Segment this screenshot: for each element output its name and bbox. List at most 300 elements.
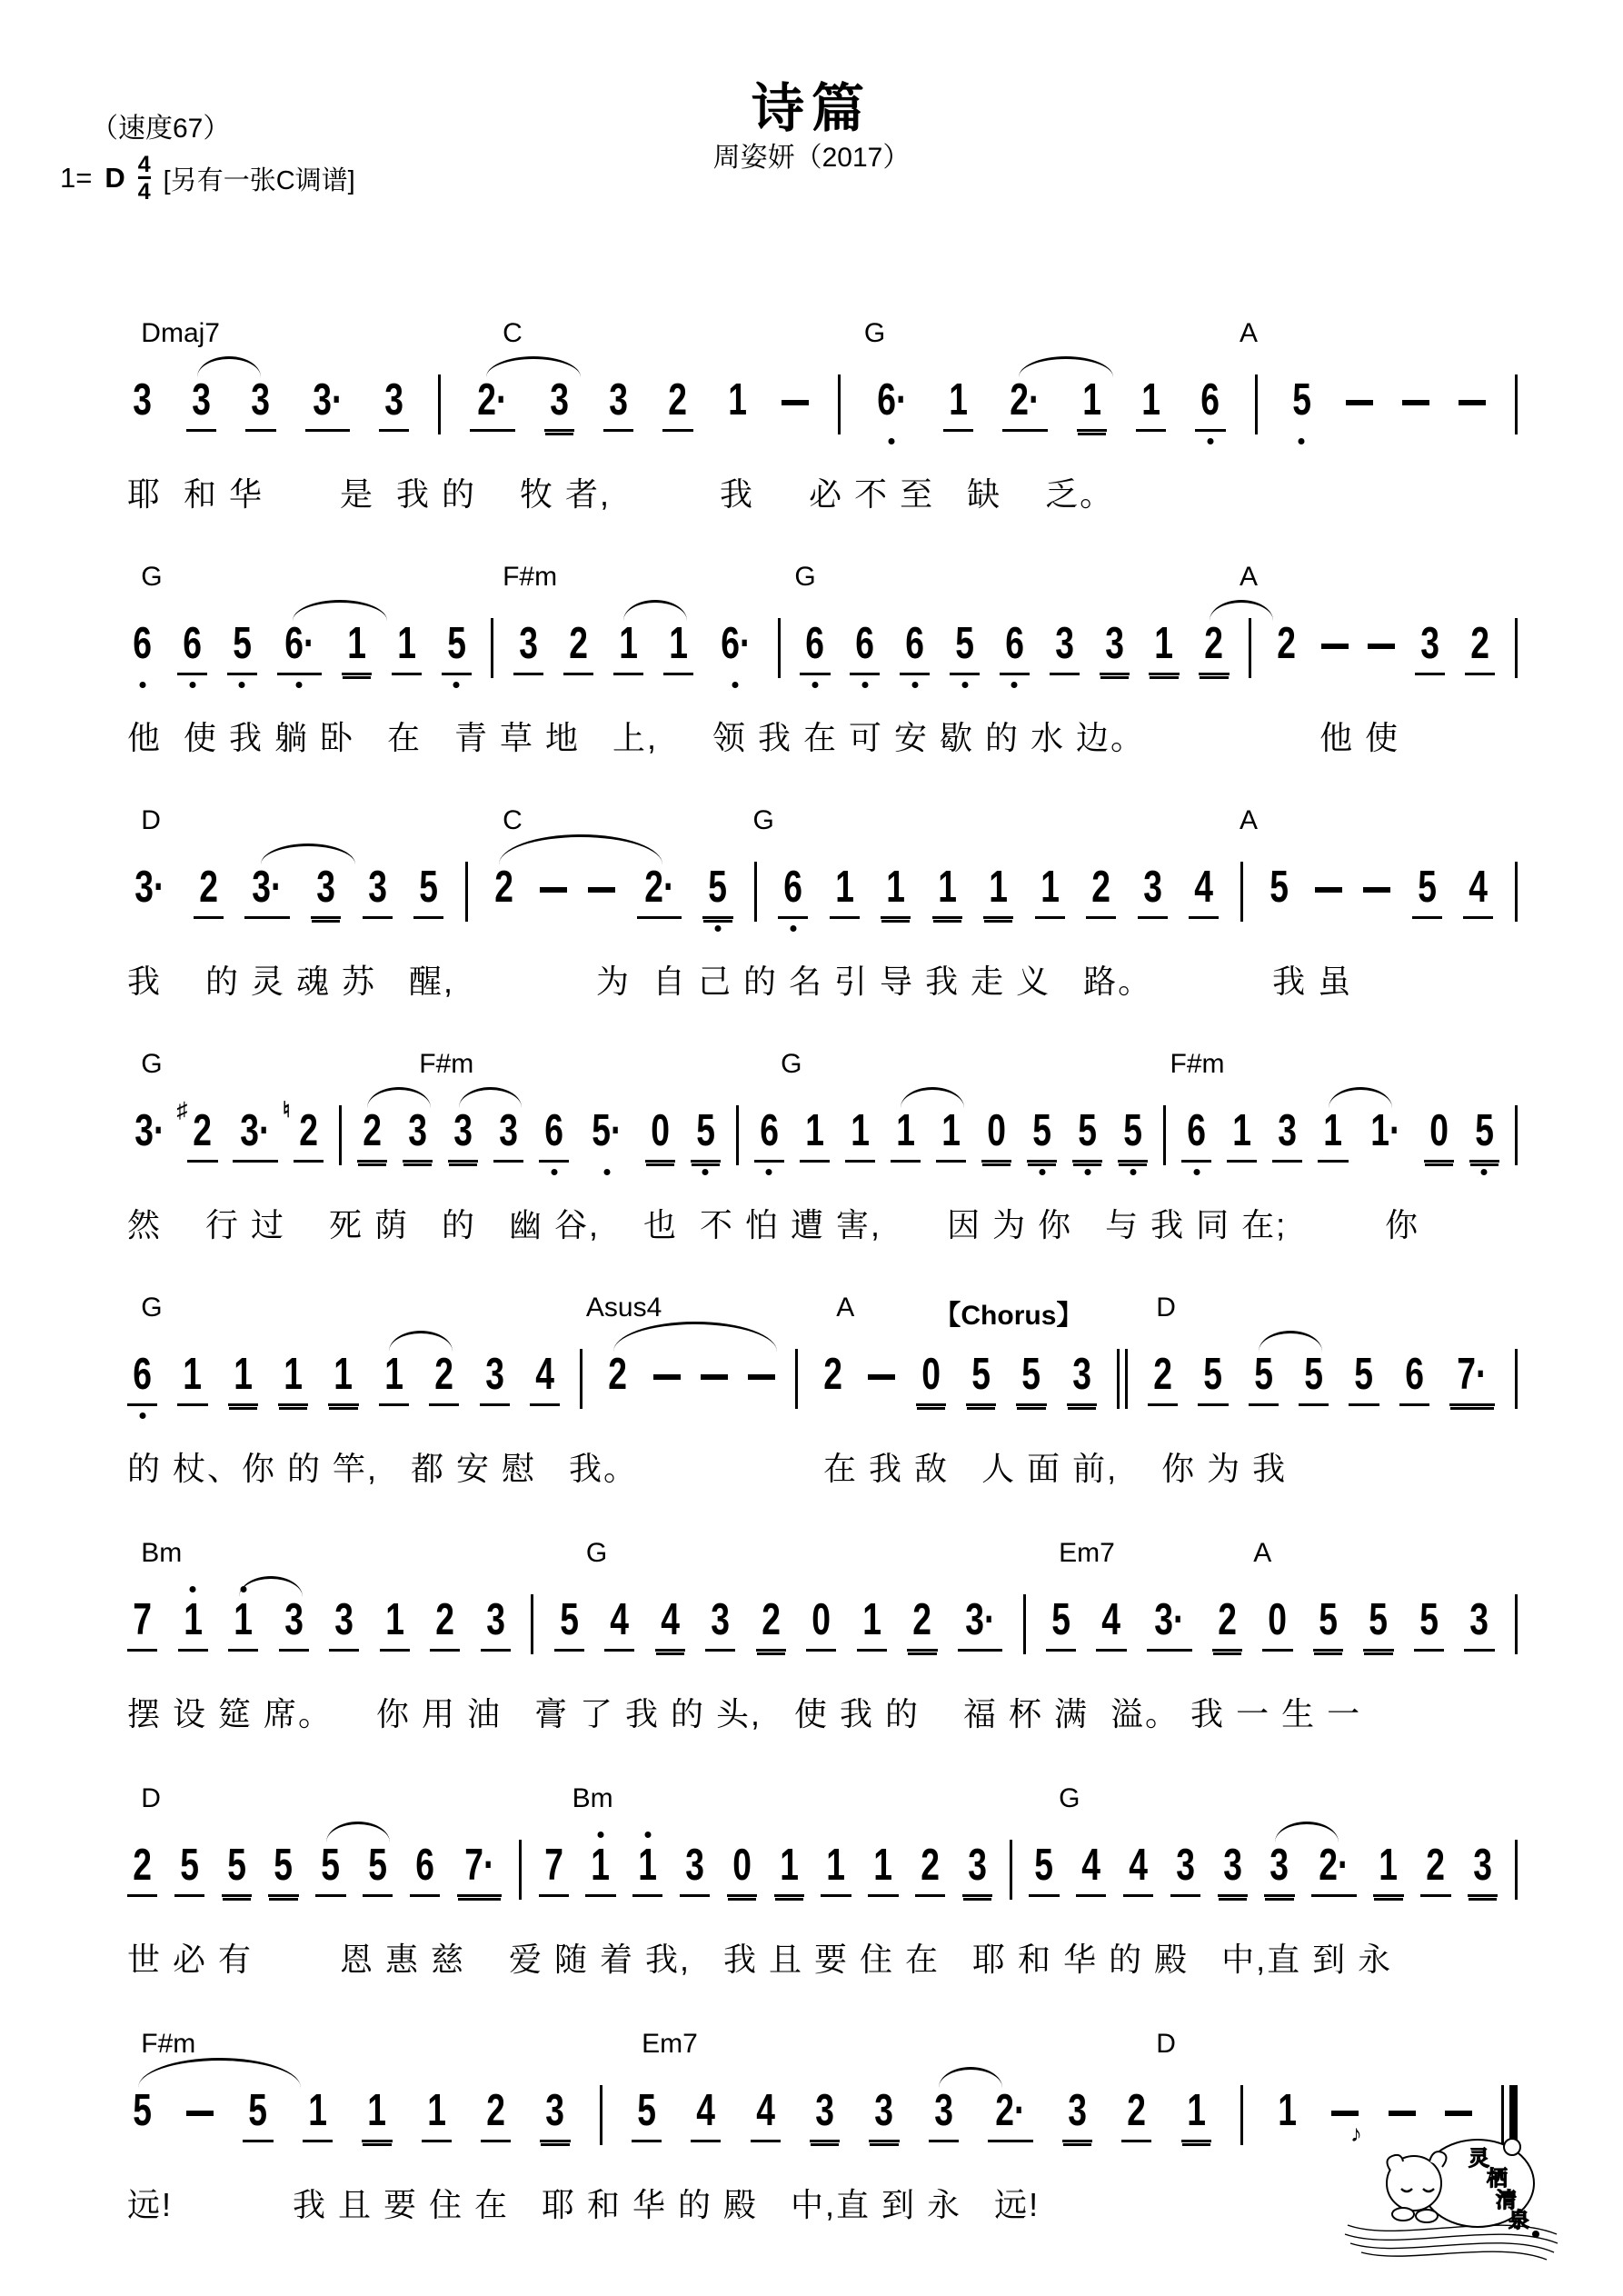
note-number: 4 [660, 1595, 680, 1644]
chord-label: D [1156, 2029, 1176, 2059]
chord-label: G [585, 1538, 608, 1568]
note-number: 7 [133, 1595, 152, 1644]
accidental: ♯ [176, 1098, 188, 1123]
note-number: 7 [543, 1841, 563, 1890]
note-token [1468, 1843, 1498, 1897]
chord-row [127, 1293, 1518, 1333]
note-number: 3 [874, 2086, 894, 2135]
note-token [127, 1843, 157, 1897]
note-token [194, 865, 224, 919]
note-number: 3· [134, 1106, 165, 1155]
chord-row [127, 1538, 1518, 1578]
note-token [962, 1843, 992, 1897]
note-token [754, 1106, 784, 1163]
note-number: 1 [834, 863, 854, 912]
note-token [637, 865, 682, 919]
chord-label: F#m [141, 2029, 196, 2059]
time-signature-numerator: 4 [137, 152, 151, 177]
music-system [127, 1293, 1518, 1520]
note-number: 5 [419, 863, 439, 912]
note-token [1027, 1106, 1057, 1163]
note-token [680, 1843, 710, 1897]
note-number: 2· [643, 863, 675, 912]
note-token [1199, 619, 1229, 675]
lyrics-line: 的 杖、你 的 竿, 都 安 慰 我。 在 我 敌 人 面 前, 你 为 我 [127, 1450, 1288, 1487]
note-token [806, 1595, 836, 1652]
note-number: 3 [1071, 1350, 1091, 1399]
chord-label: Dmaj7 [141, 318, 220, 348]
note-token [1227, 1106, 1257, 1163]
octave-dot-low [732, 682, 739, 688]
note-number: 6 [783, 863, 803, 912]
note-token [981, 1106, 1011, 1163]
note-token [177, 1350, 207, 1406]
note-number: 1 [937, 863, 957, 912]
dash-note [1389, 2111, 1416, 2116]
note-token [966, 1350, 996, 1406]
note-token [392, 619, 422, 675]
note-number: 4 [755, 2086, 775, 2135]
note-token [329, 1595, 359, 1652]
dash-note [1402, 400, 1429, 405]
barline [1163, 1105, 1166, 1165]
note-token [1318, 1106, 1348, 1163]
dash-note [1459, 400, 1486, 405]
note-token [539, 1106, 569, 1163]
logo-char: 栖 [1487, 2166, 1508, 2190]
note-number: 2 [1091, 863, 1111, 912]
chord-row [127, 318, 1518, 358]
note-token [1424, 1106, 1454, 1163]
music-system [127, 1049, 1518, 1276]
note-number: 1 [1232, 1106, 1252, 1155]
note-number: 6· [876, 375, 908, 424]
note-number: 1 [334, 1350, 353, 1399]
note-token [127, 619, 157, 673]
note-number: 5 [559, 1595, 579, 1644]
note-token [818, 1350, 848, 1403]
note-number: 1 [668, 619, 688, 668]
note-token [489, 865, 519, 916]
note-token [663, 619, 693, 675]
notation-line [127, 1098, 1518, 1185]
note-number: 3 [408, 1106, 427, 1155]
note-token [900, 619, 930, 675]
note-number: 4 [696, 2086, 716, 2135]
dash-note [1331, 2111, 1359, 2116]
note-token [513, 619, 543, 675]
note-number: 2 [299, 1106, 318, 1155]
chord-label: Asus4 [585, 1293, 662, 1323]
note-number: 6 [1187, 1106, 1207, 1155]
tie-slur-arc [623, 600, 687, 621]
note-token [493, 1106, 523, 1163]
note-token [539, 1843, 569, 1897]
note-number: 2 [1127, 2086, 1147, 2135]
note-token [778, 865, 808, 919]
octave-dot-low [1299, 438, 1305, 444]
note-token [1067, 1350, 1097, 1406]
note-token [857, 1595, 887, 1652]
note-number: 0 [812, 1595, 831, 1644]
note-number: 5 [133, 2086, 152, 2135]
note-token [1138, 865, 1168, 919]
note-token [1100, 619, 1130, 675]
note-token [1086, 865, 1116, 919]
dash-note [653, 1374, 681, 1380]
octave-dot-low [239, 682, 245, 688]
note-token [774, 1843, 804, 1897]
note-token [722, 375, 752, 429]
note-number: 5 [1291, 375, 1311, 424]
octave-dot-low [189, 682, 195, 688]
note-token [950, 619, 980, 675]
note-number: 1 [886, 863, 906, 912]
note-number: 3 [1176, 1841, 1195, 1890]
note-number: 5 [1417, 863, 1437, 912]
note-number: 3 [1222, 1841, 1242, 1890]
note-number: 2 [921, 1841, 941, 1890]
note-token [603, 375, 633, 432]
note-token [1262, 1595, 1292, 1652]
note-number: 1 [308, 2086, 327, 2135]
music-system [127, 805, 1518, 1033]
chord-row [127, 1049, 1518, 1089]
notation-line [127, 619, 1518, 698]
notation-line [127, 2086, 1518, 2165]
chord-label: G [141, 562, 163, 592]
tie-slur-arc [1329, 1087, 1392, 1108]
note-token [379, 375, 409, 432]
note-number: 1 [989, 863, 1009, 912]
note-number: 5 [1354, 1350, 1374, 1399]
note-token [1147, 1595, 1192, 1652]
note-token [1420, 1843, 1450, 1897]
note-token [222, 1843, 252, 1897]
note-token [1313, 1595, 1343, 1652]
note-token [245, 375, 275, 432]
octave-dot-low [889, 438, 895, 444]
note-token [1299, 1350, 1329, 1406]
note-token [379, 1350, 409, 1406]
note-number: 5 [1203, 1350, 1223, 1399]
note-number: 1 [234, 1595, 254, 1644]
note-token [1218, 1843, 1248, 1897]
lyrics-line: 远! 我 且 要 住 在 耶 和 华 的 殿 中,直 到 永 远! [127, 2186, 1041, 2223]
notation-line [127, 375, 1518, 454]
note-token [1035, 865, 1065, 919]
note-number: 1 [896, 1106, 915, 1155]
note-number: 0 [1268, 1595, 1288, 1644]
lyrics-line: 世 必 有 恩 惠 慈 爱 随 着 我, 我 且 要 住 在 耶 和 华 的 殿 中,直 到 永 [127, 1941, 1393, 1978]
barline [1515, 1105, 1518, 1165]
chord-label: G [863, 318, 886, 348]
note-token [357, 1106, 387, 1163]
note-token [604, 1595, 634, 1652]
note-token [830, 865, 860, 919]
note-number: 5 [1369, 1595, 1389, 1644]
note-token [1465, 619, 1495, 675]
note-token [1181, 1106, 1211, 1163]
note-token [1046, 1595, 1076, 1652]
note-token [328, 1350, 358, 1406]
note-token [662, 375, 692, 432]
note-token [1249, 1350, 1279, 1406]
note-token [1096, 1595, 1126, 1652]
chord-label: D [1156, 1293, 1176, 1323]
tie-slur-arc [326, 1822, 390, 1842]
octave-dot-low [453, 682, 460, 688]
note-number: 1 [284, 1350, 304, 1399]
note-token [410, 1843, 440, 1897]
chord-label: G [1059, 1783, 1080, 1813]
note-token [691, 2086, 721, 2142]
octave-dot-low [139, 1413, 145, 1419]
tie-slur-arc [459, 1087, 523, 1108]
note-token [1148, 1350, 1178, 1406]
octave-dot-high [190, 1586, 196, 1592]
lyrics-line: 摆 设 筵 席。 你 用 油 膏 了 我 的 头, 使 我 的 福 杯 满 溢。 我 一 生 一 [127, 1695, 1362, 1732]
chord-label: A [1240, 805, 1259, 835]
chord-label: G [141, 1049, 163, 1079]
note-token [470, 375, 515, 432]
note-token [632, 1843, 662, 1897]
chord-label: G [752, 805, 774, 835]
barline [795, 1349, 798, 1409]
note-number: 1 [873, 1841, 893, 1890]
note-token [544, 375, 574, 432]
octave-dot-low [1130, 1169, 1136, 1175]
note-number: 2 [761, 1595, 781, 1644]
double-barline [1117, 1349, 1128, 1409]
note-number: 5 [1419, 1595, 1439, 1644]
note-number: 2 [1470, 619, 1489, 668]
note-token [227, 619, 257, 675]
chord-label: F#m [1170, 1049, 1225, 1079]
note-token [943, 375, 973, 432]
lyrics-line: 耶 和 华 是 我 的 牧 者, 我 必 不 至 缺 乏。 [127, 475, 1115, 513]
note-token [176, 1098, 217, 1163]
note-number: 7· [1457, 1350, 1488, 1399]
barline [600, 2085, 602, 2145]
note-number: 3· [134, 863, 165, 912]
note-number: 3 [1278, 1106, 1298, 1155]
note-token [1149, 619, 1179, 675]
note-number: 3 [933, 2086, 953, 2135]
note-token [228, 1595, 258, 1652]
note-token [870, 375, 915, 429]
note-number: 1 [638, 1841, 658, 1890]
note-number: 5 [971, 1350, 991, 1399]
tie-slur-arc [486, 356, 581, 377]
note-token [891, 1106, 921, 1163]
octave-dot-low [1481, 1169, 1488, 1175]
octave-dot-low [139, 682, 145, 688]
note-token [1181, 2086, 1211, 2142]
note-number: 0 [650, 1106, 670, 1155]
note-token [268, 1843, 298, 1897]
octave-dot-low [1208, 438, 1214, 444]
note-number: 3 [367, 863, 387, 912]
note-token [869, 2086, 899, 2142]
note-token [177, 619, 207, 675]
note-number: 1 [396, 619, 416, 668]
note-number: 3 [968, 1841, 987, 1890]
chord-label: D [141, 1783, 161, 1813]
barline [1515, 374, 1518, 434]
octave-dot-low [1084, 1169, 1090, 1175]
logo-char: 灵 [1469, 2146, 1489, 2170]
barline [1023, 1594, 1026, 1654]
composer-credit: 周姿妍（2017） [712, 143, 911, 173]
note-number: 0 [921, 1350, 941, 1399]
note-number: 5 [226, 1841, 246, 1890]
note-number: 5 [1051, 1595, 1070, 1644]
note-token [1399, 1350, 1429, 1406]
note-number: 2· [1010, 375, 1041, 424]
barline [1255, 374, 1258, 434]
key-name: D [105, 162, 125, 195]
note-token [1363, 1595, 1393, 1652]
note-token [1349, 1350, 1379, 1406]
note-token [563, 619, 593, 675]
tie-slur-arc [261, 844, 355, 864]
tie-slur-arc [293, 600, 387, 621]
chord-label: G [781, 1049, 802, 1079]
note-token [228, 1350, 258, 1406]
note-number: 1· [1370, 1106, 1401, 1155]
note-token [988, 2086, 1033, 2142]
note-number: 7· [464, 1841, 495, 1890]
note-number: 5 [708, 863, 728, 912]
note-number: 3 [251, 375, 271, 424]
barline [339, 1105, 342, 1165]
note-token [1271, 619, 1301, 673]
octave-dot-low [1039, 1169, 1045, 1175]
octave-dot-low [861, 682, 868, 688]
note-token [1287, 375, 1317, 429]
note-token [243, 2086, 273, 2142]
chord-label: Bm [572, 1783, 613, 1813]
note-number: 5 [637, 2086, 656, 2135]
note-token [800, 1106, 830, 1163]
octave-dot-low [551, 1169, 557, 1175]
chord-label: F#m [419, 1049, 474, 1079]
note-token [554, 1595, 584, 1652]
note-token [584, 1106, 630, 1160]
octave-dot-low [1193, 1169, 1200, 1175]
chord-label: Em7 [642, 2029, 698, 2059]
note-number: 3· [312, 375, 344, 424]
barline [1240, 862, 1243, 922]
note-number: 1 [1040, 863, 1060, 912]
chord-label: Em7 [1059, 1538, 1115, 1568]
barline [1515, 1594, 1518, 1654]
dash-note [1346, 400, 1373, 405]
note-token [1123, 1843, 1153, 1897]
note-token [1050, 619, 1080, 675]
note-number: 1 [619, 619, 638, 668]
dash-note [782, 400, 809, 405]
note-token [127, 2086, 157, 2140]
note-number: 3 [1054, 619, 1074, 668]
note-number: 5 [1319, 1595, 1338, 1644]
note-token [481, 1595, 511, 1652]
note-number: 6 [759, 1106, 779, 1155]
note-number: 3· [252, 863, 283, 912]
note-token [429, 1350, 459, 1406]
note-number: 3 [1068, 2086, 1087, 2135]
note-number: 1 [1278, 2086, 1298, 2135]
note-number: 2 [434, 1350, 454, 1399]
chord-label: G [794, 562, 816, 592]
barline [1515, 618, 1518, 678]
note-token [845, 1106, 875, 1163]
note-token [480, 1350, 510, 1406]
octave-dot-low [911, 682, 918, 688]
note-number: 3 [685, 1841, 704, 1890]
note-number: 3 [545, 2086, 565, 2135]
chord-label: A [836, 1293, 855, 1323]
notation-line [127, 865, 1518, 942]
note-token [1076, 1843, 1106, 1897]
tempo-marking: （速度67） [91, 114, 231, 144]
key-signature-line [60, 153, 355, 205]
octave-dot-low [812, 682, 818, 688]
alternate-key-note: [另有一张C调谱] [163, 165, 355, 195]
note-number: 3 [1469, 1595, 1489, 1644]
note-number: 1 [941, 1106, 961, 1155]
note-number: 4 [1194, 863, 1214, 912]
note-number: 5 [446, 619, 466, 668]
barline [1249, 618, 1251, 678]
note-token [932, 865, 962, 919]
note-number: 5 [695, 1106, 715, 1155]
note-token [1212, 1595, 1242, 1652]
note-token [127, 1350, 157, 1406]
note-token [936, 1106, 966, 1163]
chord-label: F#m [503, 562, 558, 592]
note-token [983, 865, 1013, 919]
music-system [127, 1538, 1518, 1765]
octave-dot-low [766, 1169, 772, 1175]
dash-note [1363, 887, 1390, 893]
note-token [127, 1106, 173, 1160]
note-number: 3 [815, 2086, 834, 2135]
note-token [244, 865, 290, 919]
barline [580, 1349, 582, 1409]
tie-slur-arc [1275, 1822, 1339, 1842]
sheep-logo [1343, 2118, 1561, 2263]
notation-line [127, 1350, 1518, 1429]
note-number: 3 [519, 619, 539, 668]
barline [438, 374, 441, 434]
note-number: 5 [368, 1841, 388, 1890]
octave-dot-low [296, 682, 303, 688]
dash-note [1368, 644, 1395, 649]
logo-char: 泉 [1508, 2208, 1529, 2231]
lyrics-line: 我 的 灵 魂 苏 醒, 为 自 己 的 名 引 导 我 走 义 路。 我 虽 [127, 963, 1353, 1000]
octave-dot-high [240, 1586, 246, 1592]
note-token [233, 1106, 278, 1163]
note-token [645, 1106, 675, 1163]
note-number: 1 [779, 1841, 799, 1890]
note-token [448, 1106, 478, 1163]
note-number: 1 [804, 1106, 824, 1155]
note-token [1463, 865, 1493, 919]
music-system [127, 562, 1518, 789]
note-number: 0 [987, 1106, 1006, 1155]
